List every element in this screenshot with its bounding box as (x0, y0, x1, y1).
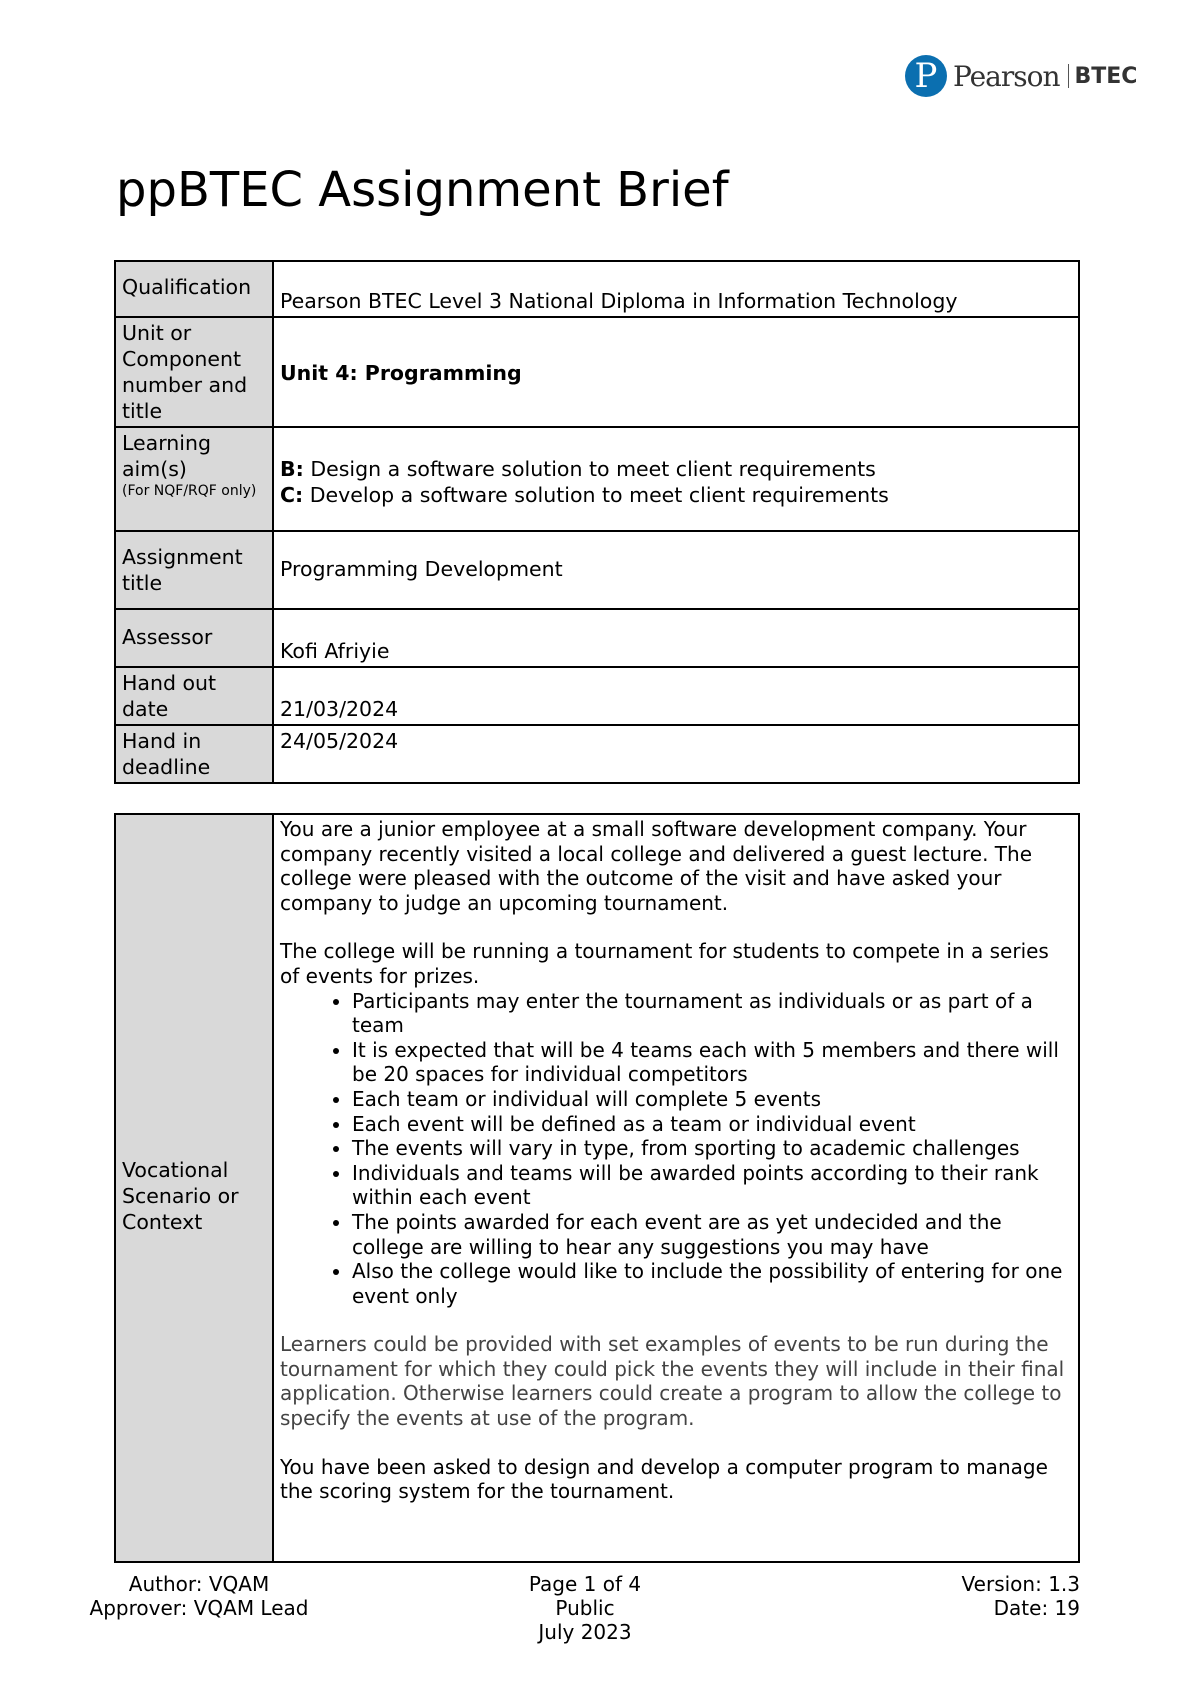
hand-in-label: Hand in deadline (115, 725, 273, 783)
table-row (115, 814, 1079, 1562)
footer-version-block (940, 1572, 1080, 1620)
assignment-details-table (114, 260, 1080, 784)
classification: Public (555, 1596, 615, 1620)
aim-b-prefix: B: (280, 457, 304, 481)
aim-c-prefix: C: (280, 483, 304, 507)
list-item: • Also the college would like to include the possibility of entering for one event only (352, 1259, 1072, 1308)
footer-author: Author: VQAM (128, 1572, 270, 1596)
assessor-value: Kofi Afriyie (273, 609, 1079, 667)
scenario-paragraph: You have been asked to design and develop a computer program to manage the scoring system for the tournament. (280, 1454, 1048, 1504)
pearson-btec-logo (905, 52, 1137, 100)
list-item: • It is expected that will be 4 teams each with 5 members and there will be 20 spaces for individual competitors (352, 1038, 1072, 1087)
assignment-title-value: Programming Development (273, 531, 1079, 609)
learning-aim-note: (For NQF/RQF only) (122, 483, 257, 499)
qualification-label: Qualification (115, 261, 273, 317)
learning-aim-value (273, 427, 1079, 531)
footer-date-continued: July 2023 (538, 1620, 632, 1644)
list-item: • The events will vary in type, from sporting to academic challenges (352, 1136, 1072, 1161)
aim-b-text: Design a software solution to meet client requirements (303, 457, 876, 481)
aim-c-text: Develop a software solution to meet client requirements (303, 483, 889, 507)
scenario-content (273, 814, 1079, 1562)
footer-approver: Approver: VQAM Lead (89, 1596, 309, 1620)
scenario-table (114, 813, 1080, 1563)
list-item: • Participants may enter the tournament as individuals or as part of a team (352, 989, 1072, 1038)
hand-out-value: 21/03/2024 (273, 667, 1079, 725)
assessor-label: Assessor (115, 609, 273, 667)
btec-wordmark: BTEC (1074, 63, 1138, 89)
footer-date: Date: 19 (993, 1596, 1080, 1620)
scenario-paragraph: You are a junior employee at a small software development company. Your company recently visited a local college and delivered a guest lecture. The college were pleased with the outcome of the visit and have asked your company to judge an upcoming tournament. (280, 817, 1033, 915)
table-row (115, 317, 1079, 427)
hand-out-label: Hand out date (115, 667, 273, 725)
pearson-p-logo-icon: P (905, 55, 947, 97)
page-number: Page 1 of 4 (528, 1572, 642, 1596)
learning-aim-label: Learning aim(s) (For NQF/RQF only) (115, 427, 273, 531)
hand-in-value: 24/05/2024 (273, 725, 1079, 783)
footer-author-block (84, 1572, 314, 1620)
table-row (115, 725, 1079, 783)
table-row (115, 427, 1079, 531)
scenario-paragraph: Learners could be provided with set examples of events to be run during the tournament for which they could pick the events they will include in their final application. Otherwise learners could create a program to allow the college to specify the events at use of the program. (280, 1332, 1065, 1431)
unit-label: Unit or Component number and title (115, 317, 273, 427)
assignment-title-label: Assignment title (115, 531, 273, 609)
list-item: • Individuals and teams will be awarded points according to their rank within each event (352, 1161, 1072, 1210)
page-title: ppBTEC Assignment Brief (116, 162, 729, 218)
qualification-value: Pearson BTEC Level 3 National Diploma in Information Technology (273, 261, 1079, 317)
footer-page-block (500, 1572, 670, 1644)
unit-value: Unit 4: Programming (273, 317, 1079, 427)
table-row (115, 609, 1079, 667)
list-item: • Each team or individual will complete 5 events (352, 1087, 1072, 1112)
scenario-paragraph: The college will be running a tournament for students to compete in a series of events for prizes. (280, 939, 1049, 988)
pearson-wordmark: Pearson (953, 59, 1060, 93)
table-row (115, 261, 1079, 317)
table-row (115, 531, 1079, 609)
list-item: • The points awarded for each event are as yet undecided and the college are willing to hear any suggestions you may have (352, 1210, 1072, 1259)
table-row (115, 667, 1079, 725)
scenario-bullet-list (280, 989, 1072, 1309)
logo-divider (1068, 64, 1069, 88)
list-item: • Each event will be defined as a team or individual event (352, 1112, 1072, 1137)
version: Version: 1.3 (961, 1572, 1080, 1596)
scenario-label: Vocational Scenario or Context (115, 814, 273, 1562)
